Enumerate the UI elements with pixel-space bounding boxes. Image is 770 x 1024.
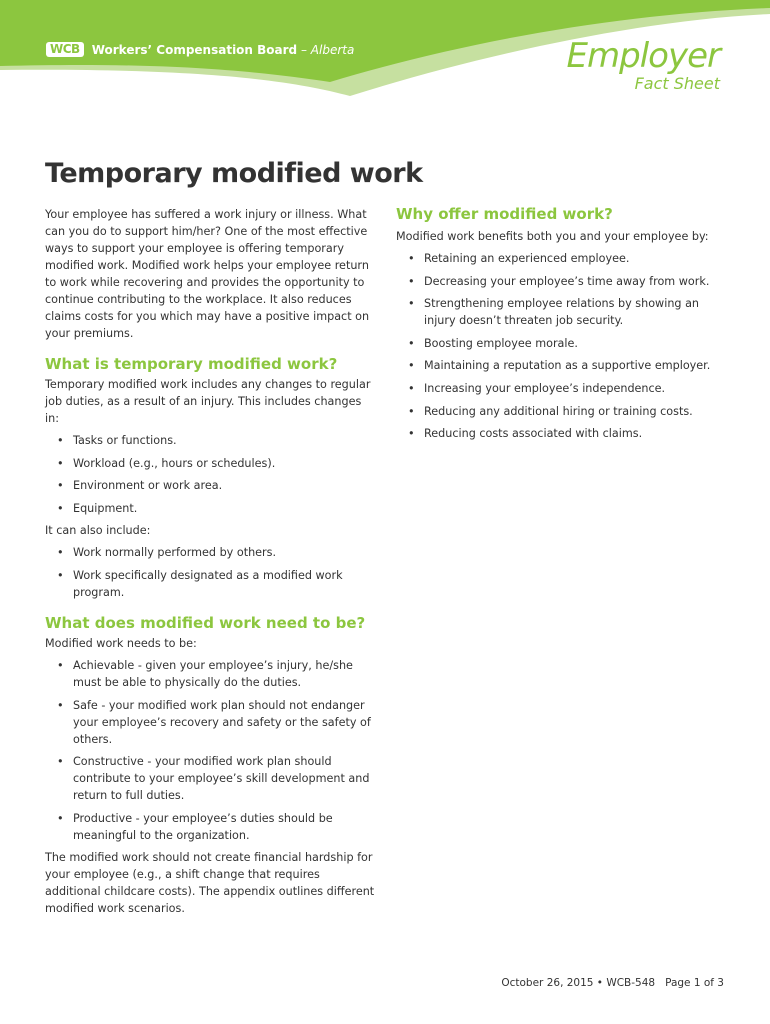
- org-name-text: Workers’ Compensation Board: [91, 42, 298, 57]
- list-item: • Equipment.: [45, 500, 378, 517]
- list-item: • Productive - your employee’s duties should be meaningful to the organization.: [45, 810, 378, 844]
- list-item: • Increasing your employee’s independence.: [396, 380, 726, 397]
- closing-paragraph: The modified work should not create financial hardship for your employee (e.g., a shift change that requires additional childcare costs). The appendix outlines different modified work scenarios.: [45, 851, 375, 916]
- list-item: • Reducing costs associated with claims.: [396, 425, 726, 442]
- list-item: • Tasks or functions.: [45, 432, 378, 449]
- section-what-is-text: Temporary modified work includes any changes to regular job duties, as a result of an injury. This includes changes in:: [45, 378, 371, 425]
- doc-type-block: [567, 36, 720, 93]
- org-name-separator: –: [297, 42, 311, 57]
- list-item: • Reducing any additional hiring or training costs.: [396, 403, 726, 420]
- wcb-logo-mark: WCB: [46, 42, 84, 57]
- section-heading-need-to-be: What does modified work need to be?: [45, 613, 366, 632]
- requirements-list: [45, 657, 378, 844]
- page-footer: [501, 977, 724, 989]
- org-province: Alberta: [310, 42, 355, 57]
- section-why-offer-text: Modified work benefits both you and your employee by:: [396, 230, 709, 243]
- list-item: • Constructive - your modified work plan should contribute to your employee’s skill development and return to full duties.: [45, 753, 378, 804]
- list-item: • Achievable - given your employee’s injury, he/she must be able to physically do the duties.: [45, 657, 378, 691]
- footer-meta: October 26, 2015 • WCB-548: [501, 977, 656, 989]
- left-column: [45, 206, 378, 922]
- page-title: Temporary modified work: [45, 158, 423, 189]
- list-item: • Strengthening employee relations by showing an injury doesn’t threaten job security.: [396, 295, 726, 329]
- also-include-list: [45, 544, 378, 601]
- section-heading-why-offer: Why offer modified work?: [396, 205, 613, 223]
- right-column: [396, 206, 726, 448]
- list-item: • Workload (e.g., hours or schedules).: [45, 455, 378, 472]
- list-item: • Boosting employee morale.: [396, 335, 726, 352]
- list-item: • Environment or work area.: [45, 477, 378, 494]
- intro-paragraph: Your employee has suffered a work injury or illness. What can you do to support him/her? One of the most effective ways to support your employee is offering temporary modified work. Modified work helps your employee return to work while recovering and provides the opportunity to continue contributing to the workplace. It also reduces claims costs for you which may have a positive impact on your premiums.: [45, 208, 370, 340]
- page-number: Page 1 of 3: [665, 977, 724, 989]
- list-item: • Work specifically designated as a modified work program.: [45, 567, 378, 601]
- doc-type-subtitle: Fact Sheet: [634, 74, 720, 93]
- changes-list: [45, 432, 378, 517]
- list-item: • Work normally performed by others.: [45, 544, 378, 561]
- list-item: • Decreasing your employee’s time away from work.: [396, 273, 726, 290]
- org-name: [92, 43, 355, 57]
- wcb-logo: [46, 42, 354, 57]
- list-item: • Retaining an experienced employee.: [396, 250, 726, 267]
- section-heading-what-is: What is temporary modified work?: [45, 355, 338, 373]
- also-include-text: It can also include:: [45, 524, 151, 538]
- doc-type-title: Employer: [566, 36, 720, 76]
- list-item: • Safe - your modified work plan should not endanger your employee’s recovery and safety or the safety of others.: [45, 697, 378, 748]
- benefits-list: [396, 250, 726, 442]
- list-item: • Maintaining a reputation as a supportive employer.: [396, 357, 726, 374]
- section-need-to-be-text: Modified work needs to be:: [45, 636, 197, 650]
